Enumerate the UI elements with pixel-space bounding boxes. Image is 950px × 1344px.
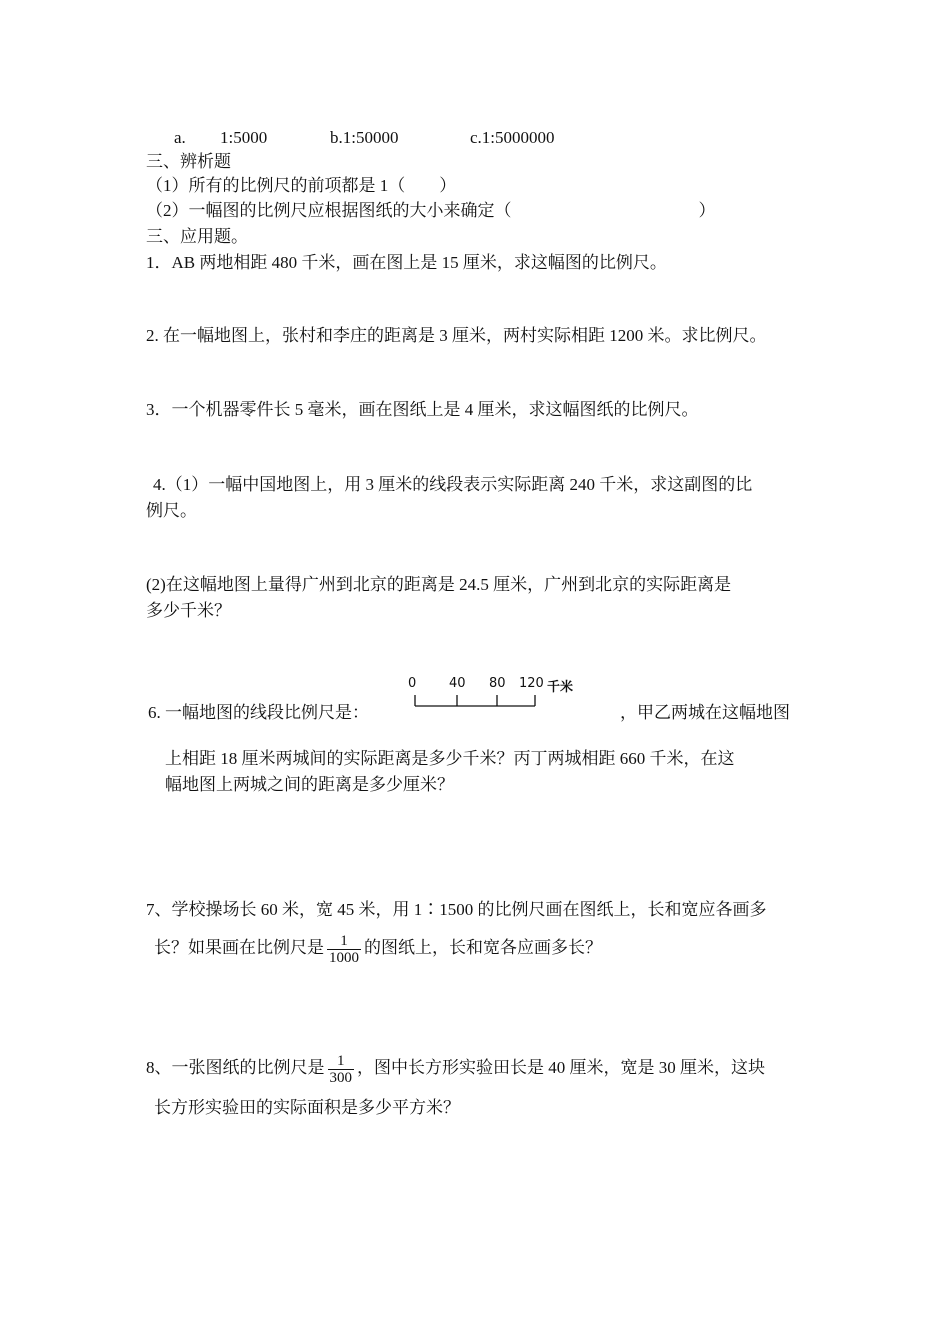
option-b: b.1:50000 <box>330 128 399 147</box>
scale-label-120: 120 <box>519 676 544 691</box>
question-7-line-1: 7、学校操场长 60 米，宽 45 米，用 1∶1500 的比例尺画在图纸上，长和宽应各画多 <box>146 900 767 919</box>
question-6-line-3: 幅地图上两城之间的距离是多少厘米？ <box>165 775 454 794</box>
question-7-line-2 <box>154 928 602 968</box>
question-8-line-2: 长方形实验田的实际面积是多少平方米？ <box>154 1098 460 1117</box>
question-7-text-b: 的图纸上，长和宽各应画多长？ <box>364 938 602 957</box>
fraction-1-1000 <box>327 933 361 966</box>
question-2: 2. 在一幅地图上，张村和李庄的距离是 3 厘米，两村实际相距 1200 米。求比例尺。 <box>146 326 767 345</box>
question-6-suffix: ，甲乙两城在这幅地图 <box>620 703 790 722</box>
analysis-item-2: （2）一幅图的比例尺应根据图纸的大小来确定（ ） <box>146 201 716 220</box>
scale-unit: 千米 <box>547 680 574 695</box>
scale-label-40: 40 <box>449 676 466 691</box>
option-a-value: 1:5000 <box>220 128 268 147</box>
question-1: 1．AB 两地相距 480 千米，画在图上是 15 厘米，求这幅图的比例尺。 <box>146 253 667 272</box>
fraction-numerator: 1 <box>328 1053 355 1070</box>
section-title-analysis: 三、辨析题 <box>146 152 231 171</box>
question-8-text-a: 8、一张图纸的比例尺是 <box>146 1058 325 1077</box>
question-6-prefix: 6. 一幅地图的线段比例尺是： <box>148 703 369 722</box>
option-a <box>174 127 186 149</box>
scale-label-80: 80 <box>489 676 506 691</box>
analysis-item-1: （1）所有的比例尺的前项都是 1（ ） <box>146 176 457 195</box>
fraction-denominator: 1000 <box>329 949 359 966</box>
question-4b-line-2: 多少千米？ <box>146 601 231 620</box>
question-3: 3．一个机器零件长 5 毫米，画在图纸上是 4 厘米，求这幅图纸的比例尺。 <box>146 400 699 419</box>
option-c: c.1:5000000 <box>470 128 555 147</box>
question-8-line-1 <box>146 1048 765 1088</box>
fraction-1-300 <box>328 1053 355 1086</box>
scale-label-0: 0 <box>408 676 417 691</box>
linear-scale-bar <box>405 676 595 716</box>
option-a-label: a. <box>174 128 186 147</box>
fraction-denominator: 300 <box>329 1069 352 1086</box>
fraction-numerator: 1 <box>327 933 361 950</box>
question-4b-line-1: (2)在这幅地图上量得广州到北京的距离是 24.5 厘米，广州到北京的实际距离是 <box>146 575 732 594</box>
question-4-line-2: 例尺。 <box>146 501 197 520</box>
question-4-line-1: 4.（1）一幅中国地图上，用 3 厘米的线段表示实际距离 240 千米，求这副图的比 <box>153 475 753 494</box>
question-6-line-2: 上相距 18 厘米两城间的实际距离是多少千米？丙丁两城相距 660 千米，在这 <box>165 749 735 768</box>
section-title-application: 三、应用题。 <box>146 227 248 246</box>
question-7-text-a: 长？如果画在比例尺是 <box>154 938 324 957</box>
question-8-text-b: ，图中长方形实验田长是 40 厘米，宽是 30 厘米，这块 <box>357 1058 765 1077</box>
scale-bar-lines <box>405 676 595 716</box>
